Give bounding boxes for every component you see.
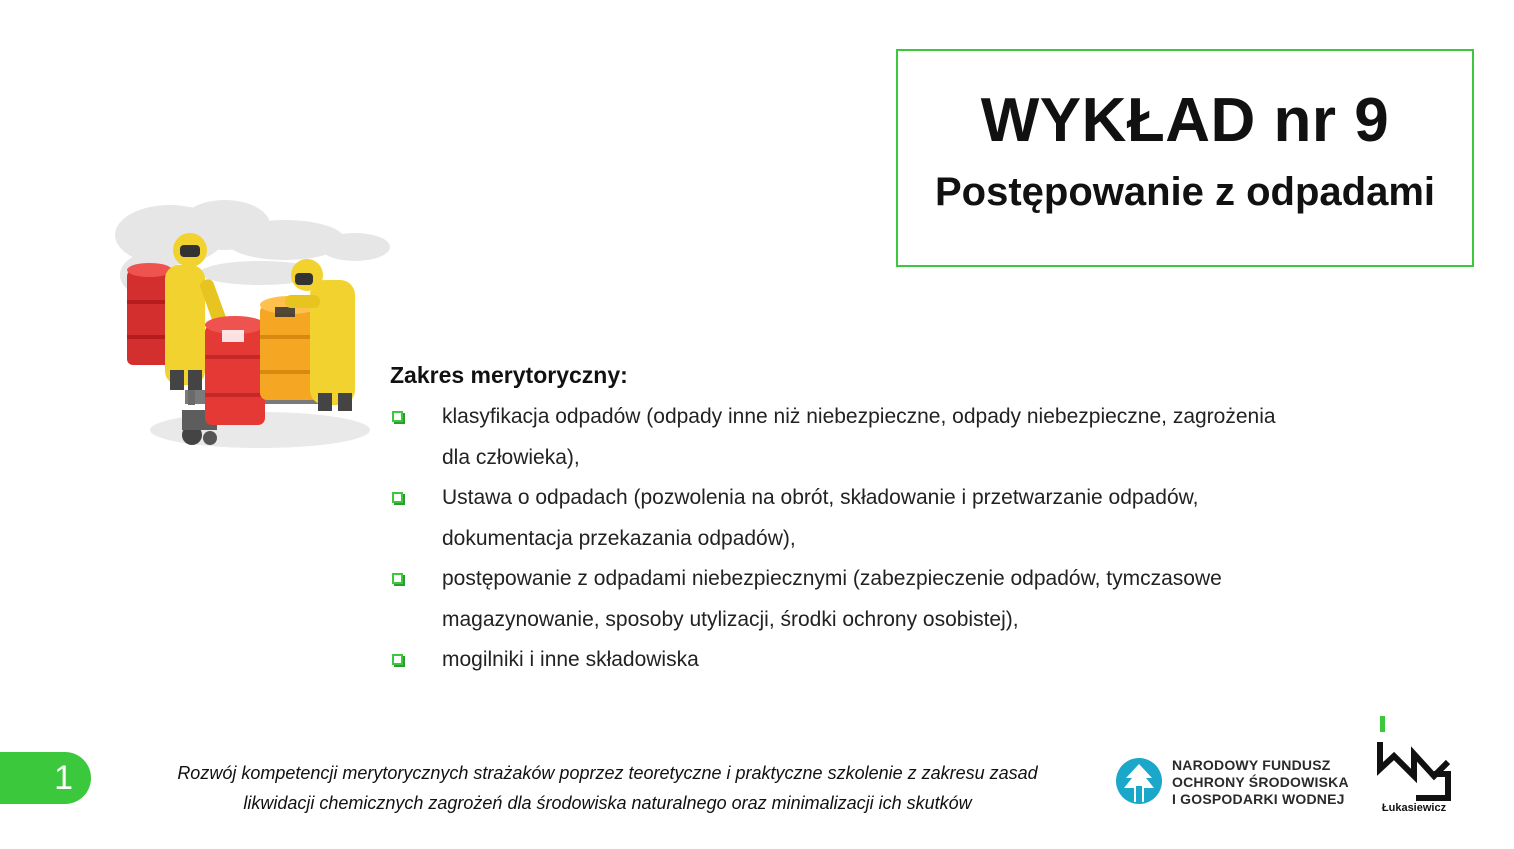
nfos-line-2: OCHRONY ŚRODOWISKA <box>1172 773 1349 790</box>
hazmat-workers-barrels-illustration <box>110 195 395 460</box>
lukasiewicz-logo <box>1374 714 1454 816</box>
nfos-line-1: NARODOWY FUNDUSZ <box>1172 756 1331 773</box>
list-item-line: dla człowieka), <box>442 445 580 469</box>
page-number: 1 <box>54 758 73 797</box>
square-bullet-icon <box>392 411 403 422</box>
title-box <box>896 49 1474 267</box>
list-item-line: dokumentacja przekazania odpadów), <box>442 526 796 550</box>
page-number-badge <box>0 752 91 804</box>
square-bullet-icon <box>392 573 403 584</box>
nfos-emblem-icon <box>1114 756 1164 808</box>
nfos-name <box>1172 757 1349 808</box>
lukasiewicz-name: Łukasiewicz <box>1381 802 1447 814</box>
list-item-line: magazynowanie, sposoby utylizacji, środki ochrony osobistej), <box>442 607 1019 631</box>
lukasiewicz-emblem-icon <box>1374 714 1454 802</box>
red-barrel-front <box>205 316 265 425</box>
square-bullet-icon <box>392 492 403 503</box>
list-item-line: postępowanie z odpadami niebezpiecznymi (zabezpieczenie odpadów, tymczasowe <box>442 567 1222 590</box>
nfos-line-3: I GOSPODARKI WODNEJ <box>1172 790 1345 807</box>
footer-line-2: likwidacji chemicznych zagrożeń dla środowiska naturalnego oraz minimalizacji ich skutków <box>243 793 972 813</box>
list-item <box>390 478 1390 559</box>
footer-text <box>140 758 1075 818</box>
list-item <box>390 559 1390 640</box>
footer-line-1: Rozwój kompetencji merytorycznych strażaków poprzez teoretyczne i praktyczne szkolenie z zakresu zasad <box>177 763 1038 783</box>
list-item <box>390 397 1390 478</box>
scope-list <box>390 397 1390 681</box>
lecture-title: WYKŁAD nr 9 <box>980 86 1390 155</box>
list-item-line: klasyfikacja odpadów (odpady inne niż niebezpieczne, odpady niebezpieczne, zagrożenia <box>442 405 1276 428</box>
list-item <box>390 640 1390 681</box>
nfos-logo <box>1114 756 1349 808</box>
scope-section <box>390 362 1390 681</box>
lecture-subtitle: Postępowanie z odpadami <box>934 170 1436 214</box>
list-item-line: Ustawa o odpadach (pozwolenia na obrót, składowanie i przetwarzanie odpadów, <box>442 486 1199 509</box>
square-bullet-icon <box>392 654 403 665</box>
scope-heading: Zakres merytoryczny: <box>390 362 628 388</box>
list-item-line: mogilniki i inne składowiska <box>442 648 699 671</box>
